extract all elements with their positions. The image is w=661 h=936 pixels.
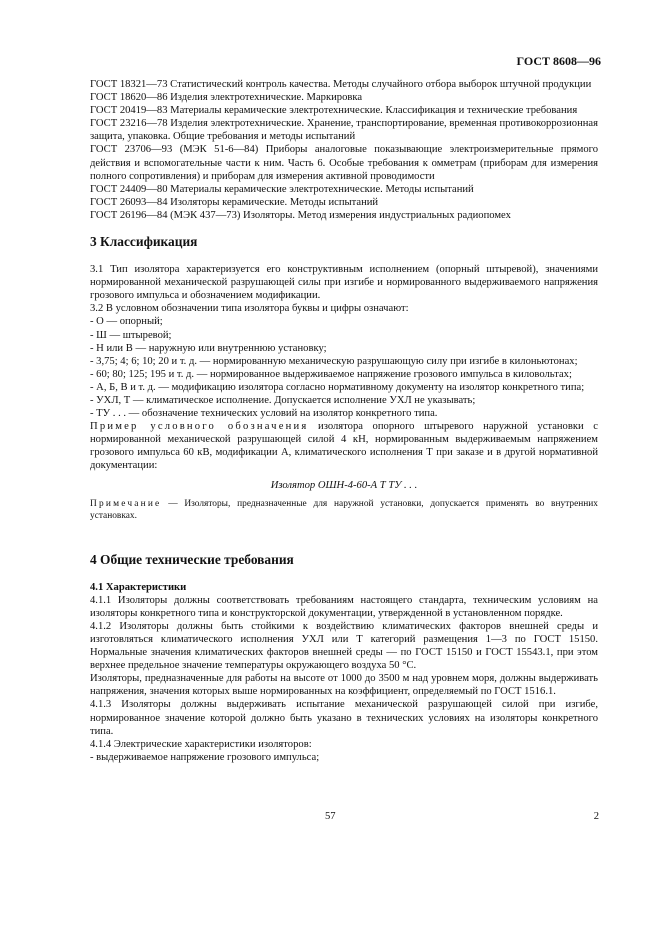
footer-page-number: 57 [325,811,336,822]
note-lead: Примечание [90,498,162,509]
list-item: - УХЛ, Т — климатическое исполнение. Допускается исполнение УХЛ не указывать; [90,394,476,406]
paragraph-4-1-2: 4.1.2 Изоляторы должны быть стойкими к воздействию климатических факторов внешней среды и изготовляться климатического исполнения УХЛ или Т категорий размещения 1—3 по ГОСТ 15150. Нормальные значения климатических факторов внешней среды — по ГОСТ 15150 и ГОСТ 15543.1, при этом верхнее предельное значение температуры окружающего воздуха 50 °С. [90,620,598,672]
reference-list [90,78,598,222]
section-4-title: 4 Общие технические требования [90,551,294,567]
list-item: - Н или В — наружную или внутреннюю установку; [90,342,327,354]
list-item: - 3,75; 4; 6; 10; 20 и т. д. — нормированную механическую разрушающую силу при изгибе в килоньютонах; [90,355,578,367]
reference-item: ГОСТ 23216—78 Изделия электротехнические. Хранение, транспортирование, временная противокоррозионная защита, упаковка. Общие требования и методы испытаний [90,118,598,143]
reference-item: ГОСТ 20419—83 Материалы керамические электротехнические. Классификация и технические требования [90,105,578,117]
reference-item: ГОСТ 23706—93 (МЭК 51-6—84) Приборы аналоговые показывающие электроизмерительные прямого действия и вспомогательные части к ним. Часть 6. Особые требования к омметрам (приборам для измерения полного сопротивления) и приборам для измерения активной проводимости [90,144,598,182]
paragraph-4-1-3: 4.1.3 Изоляторы должны выдерживать испытание механической разрушающей силой при изгибе, нормированное значение которой должно быть указано в технических условиях на изоляторы конкретного типа. [90,699,598,737]
note [90,498,598,522]
reference-item: ГОСТ 26093—84 Изоляторы керамические. Методы испытаний [90,196,379,208]
list-item: - 60; 80; 125; 195 и т. д. — нормированное выдерживаемое напряжение грозового импульса в киловольтах; [90,368,572,380]
subsection-4-1-title: 4.1 Характеристики [90,581,187,593]
page-content [90,78,598,764]
list-item: - Ш — штыревой; [90,329,172,341]
section-3-title: 3 Классификация [90,234,198,250]
list-item: - А, Б, В и т. д. — модификацию изолятора согласно нормативному документу на изолятор конкретного типа; [90,381,585,393]
list-item: - выдерживаемое напряжение грозового импульса; [90,751,320,763]
note-text: — Изоляторы, предназначенные для наружной установки, допускается применять во внутренних установках. [90,498,598,521]
list-item: - О — опорный; [90,316,163,328]
page-header: ГОСТ 8608—96 [516,54,601,68]
paragraph-3-1: 3.1 Тип изолятора характеризуется его конструктивным исполнением (опорный штыревой), значениями нормированной механической разрушающей силы при изгибе и нормированного выдерживаемого напряжения грозового импульса и обозначением модификации. [90,264,598,302]
paragraph-4-1-4: 4.1.4 Электрические характеристики изоляторов: [90,738,312,750]
reference-item: ГОСТ 26196—84 (МЭК 437—73) Изоляторы. Метод измерения индустриальных радиопомех [90,209,511,221]
example-lead: Пример условного обозначения [90,421,309,433]
example-paragraph [90,420,598,472]
example-designation: Изолятор ОШН-4-60-А Т ТУ . . . [270,479,418,491]
list-item: - ТУ . . . — обозначение технических условий на изолятор конкретного типа. [90,408,438,420]
reference-item: ГОСТ 18321—73 Статистический контроль качества. Методы случайного отбора выборок штучной продукции [90,79,592,90]
paragraph-4-1-2b: Изоляторы, предназначенные для работы на высоте от 1000 до 3500 м над уровнем моря, должны выдерживать напряжения, значения которых выше нормированных на коэффициент, определяемый по ГОСТ 1516.1. [90,673,598,698]
footer-sheet-number: 2 [593,811,599,822]
paragraph-3-2: 3.2 В условном обозначении типа изолятора буквы и цифры означают: [90,303,409,315]
reference-item: ГОСТ 24409—80 Материалы керамические электротехнические. Методы испытаний [90,183,474,195]
reference-item: ГОСТ 18620—86 Изделия электротехнические. Маркировка [90,92,363,104]
example-text: изолятора опорного штыревого наружной установки с нормированной механической разрушающей силой 4 кН, нормированным выдерживаемым напряжением грозового импульса 60 кВ, модификации А, климатического исполнения Т при заказе и в другой нормативной документации: [90,421,598,472]
paragraph-4-1-1: 4.1.1 Изоляторы должны соответствовать требованиям настоящего стандарта, техническим условиям на изоляторы конкретного типа и конструкторской документации, утвержденной в установленном порядке. [90,594,598,619]
